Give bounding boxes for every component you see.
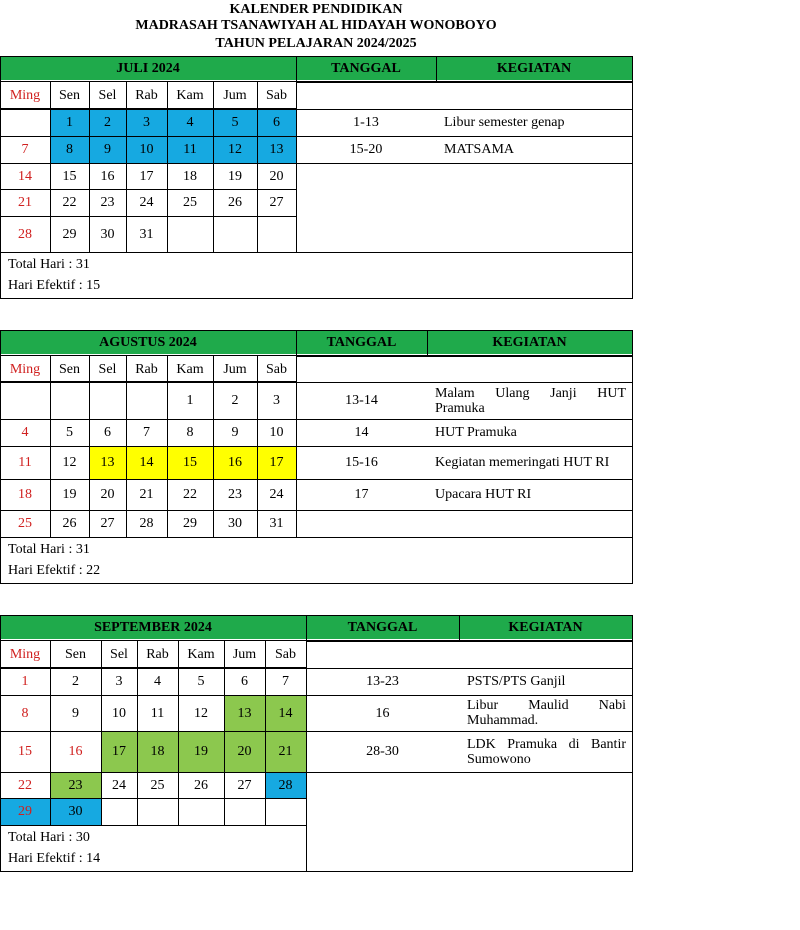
event-date: 16 <box>375 705 390 721</box>
grid-line <box>0 298 633 299</box>
date-cell: 20 <box>269 168 284 184</box>
grid-line <box>0 382 296 383</box>
event-date: 17 <box>354 487 369 502</box>
date-cell: 7 <box>143 425 150 440</box>
date-cell: 19 <box>228 168 242 184</box>
date-cell <box>101 798 137 825</box>
grid-line <box>0 189 296 190</box>
date-cell: 24 <box>139 195 154 210</box>
grid-line <box>126 356 127 537</box>
date-cell: 13 <box>89 446 126 479</box>
event-date: 1-13 <box>353 115 379 130</box>
date-cell: 28 <box>18 226 32 242</box>
grid-line <box>0 56 1 298</box>
date-cell: 6 <box>104 425 111 440</box>
grid-line <box>178 641 179 825</box>
date-cell: 23 <box>228 487 242 502</box>
date-cell: 24 <box>112 777 126 793</box>
date-cell: 3 <box>115 674 123 689</box>
date-cell: 12 <box>62 455 77 470</box>
date-cell: 2 <box>72 674 79 689</box>
grid-line <box>257 82 258 252</box>
date-cell: 27 <box>269 195 284 210</box>
grid-line <box>0 695 306 696</box>
date-cell: 18 <box>18 487 32 502</box>
day-name-2: Sel <box>98 88 117 103</box>
grid-line <box>0 56 633 57</box>
date-cell: 1 <box>50 109 89 136</box>
date-cell <box>224 798 265 825</box>
day-name-1: Sen <box>65 647 86 662</box>
date-cell: 29 <box>183 516 197 531</box>
date-cell: 23 <box>50 772 101 798</box>
grid-line <box>137 641 138 825</box>
grid-line <box>306 731 632 732</box>
day-name-3: Rab <box>146 647 169 662</box>
grid-line <box>0 668 306 669</box>
date-cell: 8 <box>50 136 89 163</box>
date-cell: 10 <box>126 136 167 163</box>
event-activity: Kegiatan memeringati HUT RI <box>435 455 610 470</box>
total-hari: Total Hari : 31 <box>8 256 90 272</box>
date-cell: 17 <box>101 731 137 772</box>
tanggal-header: TANGGAL <box>306 615 459 639</box>
date-cell: 20 <box>100 487 115 502</box>
date-cell: 3 <box>273 393 280 408</box>
date-cell: 14 <box>18 168 32 184</box>
grid-line <box>306 695 632 696</box>
day-name-0: Ming <box>9 88 41 103</box>
grid-line <box>101 641 102 825</box>
grid-line <box>296 163 632 164</box>
grid-line <box>296 56 297 252</box>
date-cell: 20 <box>224 731 265 772</box>
date-cell: 28 <box>139 516 154 531</box>
date-cell: 24 <box>269 487 284 502</box>
date-cell: 15 <box>167 446 213 479</box>
event-activity: Malam Ulang Janji HUT Pramuka <box>435 385 626 416</box>
grid-line <box>224 641 225 825</box>
grid-line <box>0 772 306 773</box>
grid-line <box>0 446 296 447</box>
date-cell: 16 <box>213 446 257 479</box>
day-name-3: Rab <box>135 88 158 103</box>
grid-line <box>436 56 437 82</box>
day-name-1: Sen <box>59 88 80 103</box>
date-cell: 2 <box>231 393 239 408</box>
hari-efektif: Hari Efektif : 14 <box>8 850 101 866</box>
date-cell: 9 <box>89 136 126 163</box>
grid-line <box>427 330 428 356</box>
date-cell: 12 <box>194 705 208 721</box>
day-name-0: Ming <box>9 361 41 377</box>
month-table-agustus <box>0 330 633 584</box>
date-cell: 7 <box>21 142 29 157</box>
grid-line <box>0 163 296 164</box>
academic-year: TAHUN PELAJARAN 2024/2025 <box>215 36 417 51</box>
day-name-3: Rab <box>135 361 158 377</box>
grid-line <box>50 82 51 252</box>
day-name-5: Jum <box>223 88 247 103</box>
grid-line <box>0 667 306 668</box>
date-cell: 18 <box>183 168 197 184</box>
month-table-september <box>0 615 633 872</box>
event-activity: MATSAMA <box>444 142 515 157</box>
grid-line <box>0 252 632 253</box>
date-cell: 10 <box>269 425 284 440</box>
event-activity: PSTS/PTS Ganjil <box>467 674 566 689</box>
grid-line <box>632 330 633 583</box>
date-cell: 16 <box>68 744 83 759</box>
grid-line <box>296 419 632 420</box>
kegiatan-header: KEGIATAN <box>436 56 632 80</box>
event-activity: Upacara HUT RI <box>435 487 532 502</box>
date-cell: 17 <box>139 168 154 184</box>
date-cell <box>257 216 296 252</box>
date-cell: 18 <box>137 731 178 772</box>
grid-line <box>0 871 633 872</box>
date-cell: 31 <box>139 226 154 242</box>
date-cell <box>0 109 50 136</box>
grid-line <box>296 330 297 537</box>
event-date: 15-16 <box>345 455 378 470</box>
event-activity: Libur Maulid Nabi Muhammad. <box>467 698 626 728</box>
date-cell: 1 <box>21 674 29 689</box>
date-cell: 19 <box>178 731 224 772</box>
day-name-6: Sab <box>275 647 296 662</box>
date-cell: 19 <box>62 487 77 502</box>
date-cell <box>126 382 167 419</box>
date-cell: 4 <box>154 674 161 689</box>
grid-line <box>50 356 51 537</box>
date-cell: 6 <box>257 109 296 136</box>
date-cell: 27 <box>237 777 252 793</box>
grid-line <box>0 216 296 217</box>
school-name: MADRASAH TSANAWIYAH AL HIDAYAH WONOBOYO <box>135 18 497 33</box>
hari-efektif: Hari Efektif : 22 <box>8 562 101 578</box>
date-cell: 11 <box>167 136 213 163</box>
hari-efektif: Hari Efektif : 15 <box>8 277 101 293</box>
date-cell: 11 <box>18 455 32 470</box>
date-cell <box>137 798 178 825</box>
date-cell: 22 <box>183 487 197 502</box>
day-name-5: Jum <box>223 361 247 377</box>
date-cell <box>89 382 126 419</box>
grid-line <box>0 537 632 538</box>
grid-line <box>0 479 296 480</box>
event-activity: HUT Pramuka <box>435 425 517 440</box>
date-cell: 10 <box>112 705 126 721</box>
date-cell: 25 <box>183 195 197 210</box>
date-cell: 15 <box>62 168 77 184</box>
day-name-0: Ming <box>9 647 41 662</box>
date-cell: 29 <box>62 226 77 242</box>
grid-line <box>296 136 632 137</box>
grid-line <box>296 356 632 357</box>
date-cell: 22 <box>62 195 77 210</box>
date-cell <box>213 216 257 252</box>
date-cell: 15 <box>18 744 32 759</box>
grid-line <box>265 641 266 825</box>
date-cell: 9 <box>231 425 239 440</box>
grid-line <box>213 82 214 252</box>
month-name-header: JULI 2024 <box>0 56 296 80</box>
event-date: 15-20 <box>349 142 383 157</box>
grid-line <box>0 136 296 137</box>
grid-line <box>0 615 633 616</box>
grid-line <box>0 330 633 331</box>
date-cell: 30 <box>100 226 115 242</box>
event-date: 28-30 <box>366 744 399 759</box>
grid-line <box>257 356 258 537</box>
date-cell <box>265 798 306 825</box>
day-name-5: Jum <box>232 647 257 662</box>
grid-line <box>296 479 632 480</box>
grid-line <box>213 356 214 537</box>
day-name-4: Kam <box>176 361 204 377</box>
date-cell: 26 <box>62 516 77 531</box>
date-cell: 6 <box>241 674 248 689</box>
event-date: 13-23 <box>366 674 399 689</box>
date-cell: 4 <box>167 109 213 136</box>
date-cell: 30 <box>50 798 101 825</box>
grid-line <box>0 108 296 109</box>
kegiatan-header: KEGIATAN <box>459 615 632 639</box>
date-cell <box>50 382 89 419</box>
grid-line <box>0 798 306 799</box>
grid-line <box>0 510 296 511</box>
day-name-1: Sen <box>59 361 80 377</box>
grid-line <box>296 82 632 83</box>
grid-line <box>0 381 296 382</box>
day-name-6: Sab <box>266 88 287 103</box>
date-cell: 16 <box>100 168 115 184</box>
date-cell: 5 <box>213 109 257 136</box>
grid-line <box>306 772 632 773</box>
date-cell: 28 <box>265 772 306 798</box>
date-cell: 8 <box>21 705 29 721</box>
grid-line <box>0 419 296 420</box>
month-name-header: SEPTEMBER 2024 <box>0 615 306 639</box>
grid-line <box>0 731 306 732</box>
date-cell: 29 <box>0 798 50 825</box>
event-date: 14 <box>354 425 369 440</box>
date-cell: 11 <box>150 705 165 721</box>
kegiatan-header: KEGIATAN <box>427 330 632 354</box>
tanggal-header: TANGGAL <box>296 56 436 80</box>
date-cell: 14 <box>265 695 306 731</box>
date-cell: 5 <box>66 425 73 440</box>
grid-line <box>167 82 168 252</box>
calendar-title: KALENDER PENDIDIKAN <box>229 2 403 17</box>
day-name-2: Sel <box>98 361 117 377</box>
day-name-4: Kam <box>176 88 204 103</box>
date-cell: 25 <box>150 777 165 793</box>
tanggal-header: TANGGAL <box>296 330 427 354</box>
date-cell: 30 <box>228 516 242 531</box>
date-cell: 21 <box>265 731 306 772</box>
month-table-juli <box>0 56 633 299</box>
grid-line <box>306 615 307 871</box>
date-cell: 17 <box>257 446 296 479</box>
event-activity: Libur semester genap <box>444 115 565 130</box>
grid-line <box>296 446 632 447</box>
total-hari: Total Hari : 31 <box>8 541 90 557</box>
grid-line <box>126 82 127 252</box>
grid-line <box>632 615 633 871</box>
date-cell: 21 <box>18 195 32 210</box>
grid-line <box>296 109 632 110</box>
date-cell <box>0 382 50 419</box>
date-cell: 31 <box>269 516 284 531</box>
date-cell: 4 <box>21 425 29 440</box>
grid-line <box>306 668 632 669</box>
date-cell: 3 <box>126 109 167 136</box>
event-activity: LDK Pramuka di Bantir Sumowono <box>467 736 626 767</box>
grid-line <box>632 56 633 298</box>
month-name-header: AGUSTUS 2024 <box>0 330 296 354</box>
date-cell: 2 <box>89 109 126 136</box>
grid-line <box>89 356 90 537</box>
total-hari: Total Hari : 30 <box>8 829 90 845</box>
grid-line <box>296 510 632 511</box>
grid-line <box>50 641 51 825</box>
grid-line <box>0 615 1 871</box>
date-cell: 14 <box>126 446 167 479</box>
event-date: 13-14 <box>345 393 378 408</box>
date-cell <box>178 798 224 825</box>
grid-line <box>0 825 306 826</box>
date-cell: 12 <box>213 136 257 163</box>
grid-line <box>167 356 168 537</box>
date-cell: 23 <box>100 195 115 210</box>
date-cell: 7 <box>282 674 289 689</box>
grid-line <box>0 109 296 110</box>
grid-line <box>0 330 1 583</box>
grid-line <box>0 583 633 584</box>
date-cell: 26 <box>228 195 242 210</box>
date-cell: 26 <box>194 777 208 793</box>
day-name-6: Sab <box>266 361 287 377</box>
date-cell: 9 <box>72 705 79 721</box>
date-cell: 27 <box>100 516 115 531</box>
date-cell: 25 <box>18 516 32 531</box>
date-cell: 1 <box>186 393 194 408</box>
date-cell: 21 <box>139 487 154 502</box>
date-cell: 5 <box>197 674 205 689</box>
date-cell: 22 <box>18 777 32 793</box>
grid-line <box>459 615 460 641</box>
date-cell: 13 <box>224 695 265 731</box>
grid-line <box>89 82 90 252</box>
date-cell: 13 <box>257 136 296 163</box>
day-name-4: Kam <box>187 647 215 662</box>
date-cell <box>167 216 213 252</box>
grid-line <box>306 641 632 642</box>
day-name-2: Sel <box>110 647 128 662</box>
date-cell: 8 <box>186 425 194 440</box>
grid-line <box>296 382 632 383</box>
